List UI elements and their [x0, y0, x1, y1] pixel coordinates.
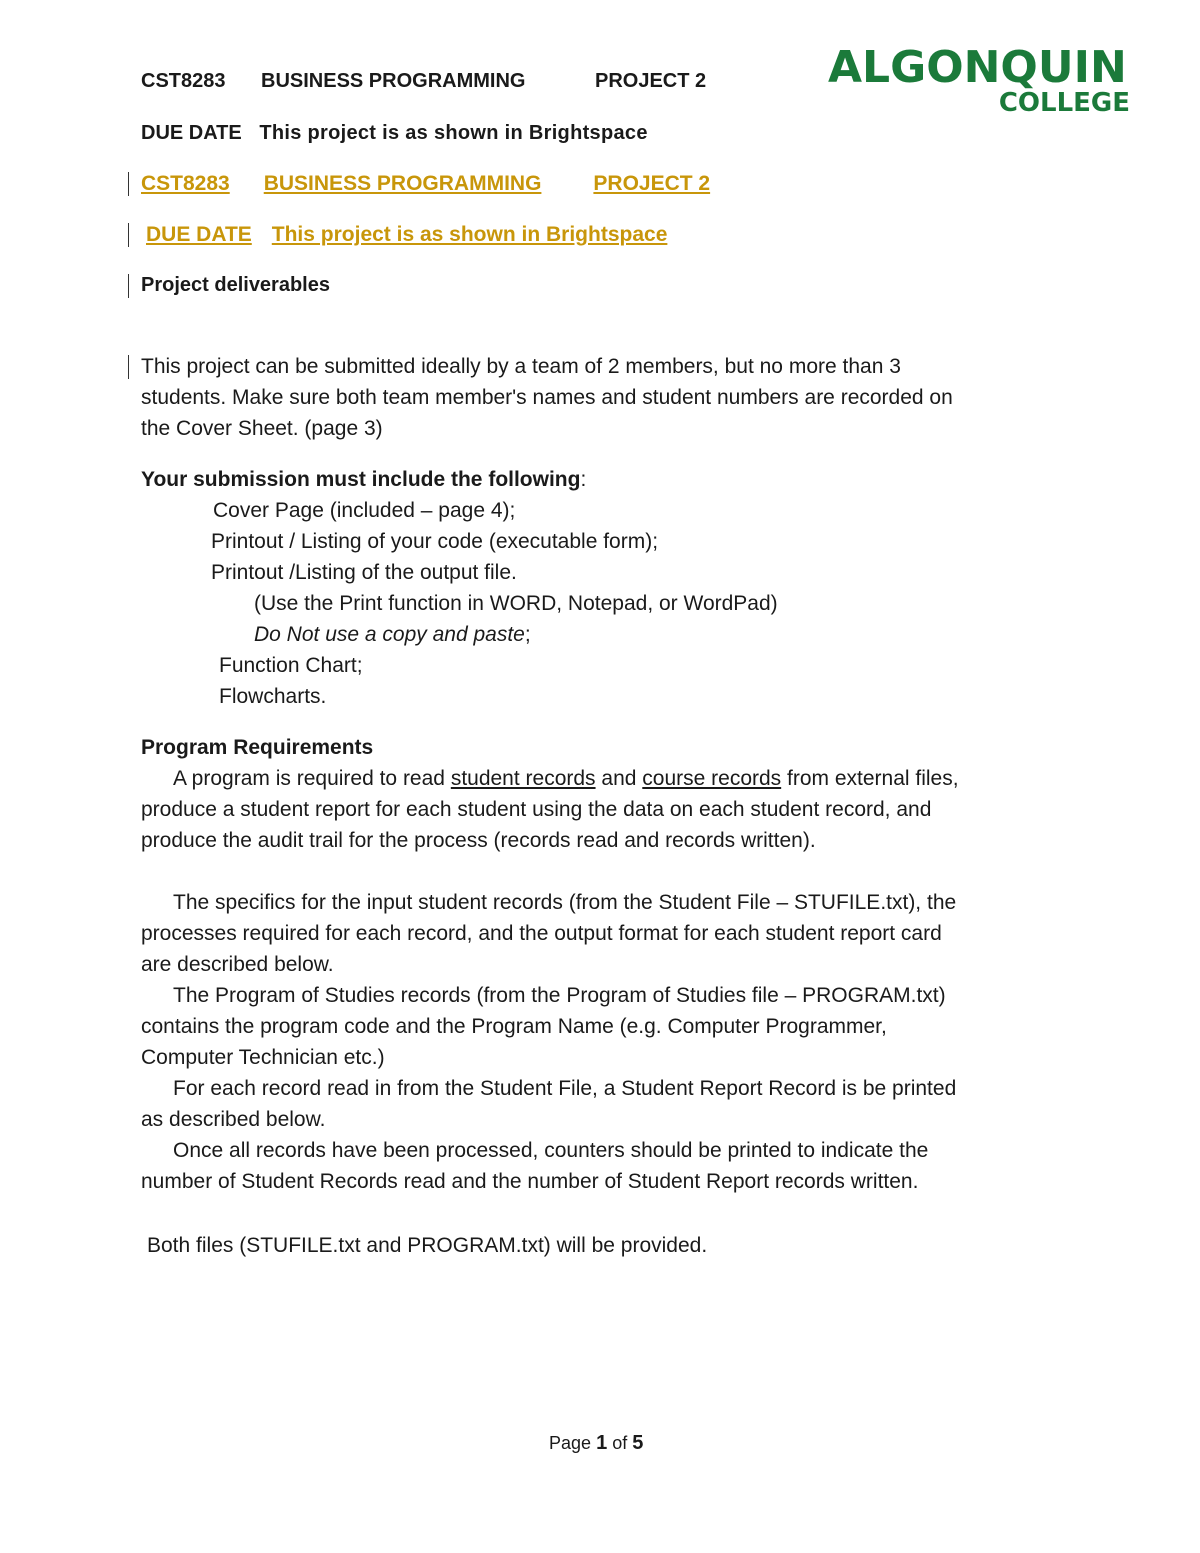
req-line: The specifics for the input student records (from the Student File – STUFILE.txt), the: [173, 891, 957, 914]
page-total: 5: [632, 1432, 644, 1454]
page-label: Page: [549, 1433, 592, 1453]
req-line: are described below.: [141, 953, 334, 976]
tracked-course-name: BUSINESS PROGRAMMING: [263, 172, 542, 195]
intro-line: This project can be submitted ideally by a team of 2 members, but no more than 3: [141, 355, 901, 378]
req-line: processes required for each record, and the output format for each student report card: [141, 922, 942, 945]
change-bar: [128, 172, 129, 196]
req-line: For each record read in from the Student File, a Student Report Record is be printed: [173, 1077, 957, 1100]
req-line: as described below.: [141, 1108, 326, 1131]
submission-heading-colon: :: [580, 468, 587, 491]
submission-heading-line: [141, 464, 586, 495]
req-line: Computer Technician etc.): [141, 1046, 385, 1069]
page-number: 1: [596, 1432, 608, 1454]
algonquin-college-logo: [828, 44, 1132, 120]
tracked-course-code: CST8283: [141, 172, 230, 195]
semicolon: ;: [524, 623, 531, 646]
page-footer: [549, 1432, 643, 1455]
course-code: CST8283: [141, 70, 226, 92]
due-date-label: DUE DATE: [141, 122, 242, 144]
course-name: BUSINESS PROGRAMMING: [261, 70, 526, 92]
logo-line1: ALGONQUIN: [828, 42, 1127, 93]
due-date-text: This project is as shown in Brightspace: [259, 122, 648, 144]
submission-item: Flowcharts.: [219, 685, 327, 708]
tracked-header-line: [141, 172, 710, 196]
req-line: Once all records have been processed, counters should be printed to indicate the: [173, 1139, 929, 1162]
requirements-paragraph-1: [141, 763, 959, 856]
requirements-paragraph-2: [141, 887, 956, 1197]
change-bar: [128, 355, 129, 379]
of-label: of: [612, 1433, 628, 1453]
course-records-link: course records: [642, 767, 782, 790]
submission-item: Cover Page (included – page 4);: [213, 499, 516, 522]
req-line: The Program of Studies records (from the Program of Studies file – PROGRAM.txt): [173, 984, 946, 1007]
tracked-due-text: This project is as shown in Brightspace: [271, 223, 668, 246]
requirements-paragraph-files: Both files (STUFILE.txt and PROGRAM.txt) will be provided.: [147, 1234, 708, 1257]
logo-line2: COLLEGE: [998, 88, 1130, 118]
change-bar: [128, 274, 129, 298]
deliverables-heading: Project deliverables: [141, 274, 330, 296]
header-line: [141, 70, 707, 93]
submission-item: Printout /Listing of the output file.: [211, 561, 517, 584]
submission-item: Function Chart;: [219, 654, 363, 677]
req-line: A program is required to read student records and course records from external files,: [173, 767, 959, 790]
req-line: contains the program code and the Program Name (e.g. Computer Programmer,: [141, 1015, 887, 1038]
tracked-due-label: DUE DATE: [146, 223, 252, 246]
tracked-due-date-line: [146, 223, 667, 247]
student-records-link: student records: [450, 767, 596, 790]
submission-item: (Use the Print function in WORD, Notepad, or WordPad): [254, 592, 778, 615]
req-line: produce a student report for each student using the data on each student record, and: [141, 798, 932, 821]
change-bar: [128, 223, 129, 247]
submission-item: [254, 619, 531, 650]
intro-line: students. Make sure both team member's names and student numbers are recorded on: [141, 386, 953, 409]
req-line: number of Student Records read and the number of Student Report records written.: [141, 1170, 919, 1193]
deliverables-intro: [141, 351, 953, 444]
tracked-project: PROJECT 2: [593, 172, 711, 195]
submission-heading: Your submission must include the following: [141, 468, 581, 491]
due-date-line: [141, 122, 648, 145]
project-label: PROJECT 2: [595, 70, 707, 92]
requirements-heading: Program Requirements: [141, 736, 374, 759]
req-line: produce the audit trail for the process (records read and records written).: [141, 829, 816, 852]
submission-item: Printout / Listing of your code (executable form);: [211, 530, 659, 553]
intro-line: the Cover Sheet. (page 3): [141, 417, 383, 440]
no-copy-paste-note: Do Not use a copy and paste: [254, 623, 525, 646]
